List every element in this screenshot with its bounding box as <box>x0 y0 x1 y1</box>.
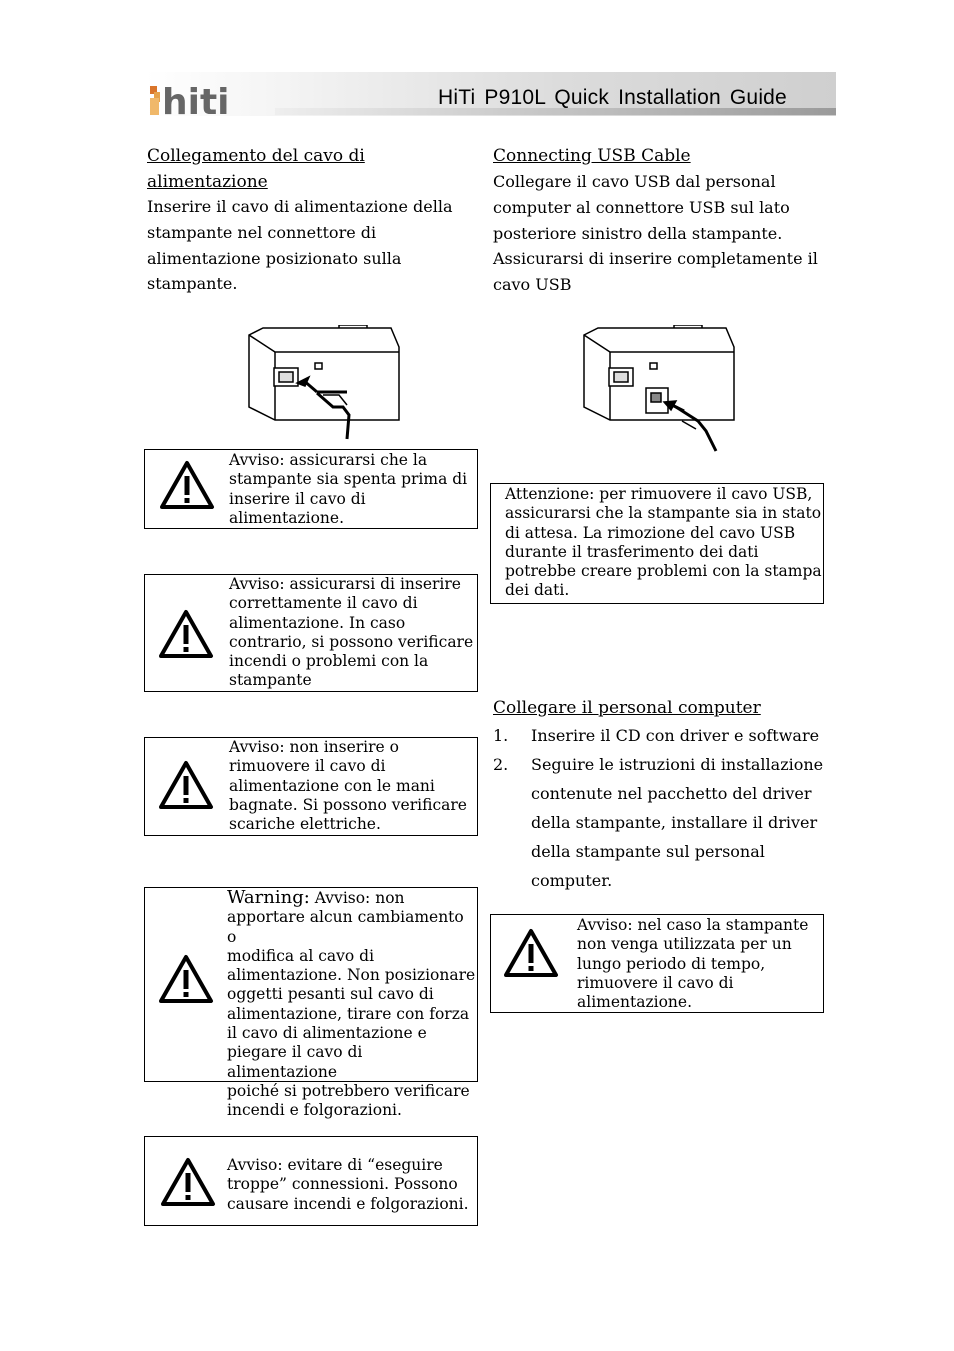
warning-triangle-icon <box>158 609 214 659</box>
warning-triangle-icon <box>158 760 214 810</box>
warning-box-power-off <box>144 449 478 529</box>
printer-usb-illustration <box>578 325 743 455</box>
text-line: Inserire il cavo di alimentazione della <box>147 197 453 216</box>
text-line: posteriore sinistro della stampante. <box>493 223 783 243</box>
text-line: stampante nel connettore di <box>147 222 377 242</box>
page-title: HiTi P910L Quick Installation Guide <box>438 86 787 109</box>
warning-triangle-icon <box>159 460 215 510</box>
usb-cable-heading: Connecting USB Cable <box>493 146 691 166</box>
text-line: computer al connettore USB sul lato <box>493 197 790 217</box>
warning-box-long-unused <box>490 914 824 1013</box>
power-cable-heading-line1: Collegamento del cavo di <box>147 146 365 166</box>
text-line: Collegare il cavo USB dal personal <box>493 172 776 191</box>
warning-text: Avviso: non inserire o rimuovere il cavo di alimentazione con le mani bagnate. Si possono verificare scariche elettriche. <box>229 738 467 834</box>
step-number: 2. <box>493 755 509 774</box>
text-line: cavo USB <box>493 275 572 295</box>
warning-text: Avviso: evitare di “eseguire troppe” connessioni. Possono causare incendi e folgorazioni. <box>227 1156 469 1213</box>
list-item: 1. Inserire il CD con driver e software <box>493 721 823 750</box>
warning-box-overload <box>144 1136 478 1226</box>
step-number: 1. <box>493 726 509 745</box>
warning-text: Avviso: nel caso la stampante non venga utilizzata per un lungo periodo di tempo, rimuovere il cavo di alimentazione. <box>577 916 809 1012</box>
attention-text: Attenzione: per rimuovere il cavo USB, assicurarsi che la stampante sia in stato di attesa. La rimozione del cavo USB durante il trasferimento dei dati potrebbe creare problemi con la stampa dei dati. <box>505 485 822 600</box>
usb-cable-instructions <box>493 169 818 298</box>
printer-power-illustration <box>243 325 408 440</box>
power-cable-heading <box>147 143 365 195</box>
power-cable-heading-line2: alimentazione <box>147 172 268 192</box>
warning-triangle-icon <box>503 928 559 978</box>
attention-box-usb-removal <box>490 483 824 604</box>
warning-text: Warning: Avviso: non apportare alcun cambiamento o modifica al cavo di alimentazione. Non posizionare oggetti pesanti sul cavo di alimentazione, tirare con forza il cavo di alimentazione e piegare il cavo di alimentazione poiché si potrebbero verificare incendi e folgorazioni. <box>227 887 476 1120</box>
logo-text: hiti <box>162 82 230 118</box>
warning-triangle-icon <box>160 1157 216 1207</box>
warning-box-insert-correctly <box>144 574 478 692</box>
warning-text: Avviso: assicurarsi di inserire correttamente il cavo di alimentazione. In caso contrario, si possono verificare incendi o problemi con la stampante <box>229 575 474 690</box>
text-line: alimentazione posizionato sulla <box>147 248 402 268</box>
warning-box-wet-hands <box>144 737 478 836</box>
warning-text: Avviso: assicurarsi che la stampante sia spenta prima di inserire il cavo di alimentazione. <box>229 451 468 527</box>
power-cable-instructions <box>147 194 453 297</box>
install-steps <box>493 721 823 895</box>
hiti-logo <box>150 82 250 118</box>
list-item: 2. Seguire le istruzioni di installazione contenute nel pacchetto del driver della stampante, installare il driver della stampante sul personal computer. <box>493 750 823 895</box>
text-line: Assicurarsi di inserire completamente il <box>493 249 818 269</box>
connect-pc-heading: Collegare il personal computer <box>493 698 761 718</box>
warning-triangle-icon <box>158 954 214 1004</box>
text-line: stampante. <box>147 274 238 294</box>
warning-label: Warning: <box>227 887 310 908</box>
warning-box-cable-damage <box>144 887 478 1120</box>
